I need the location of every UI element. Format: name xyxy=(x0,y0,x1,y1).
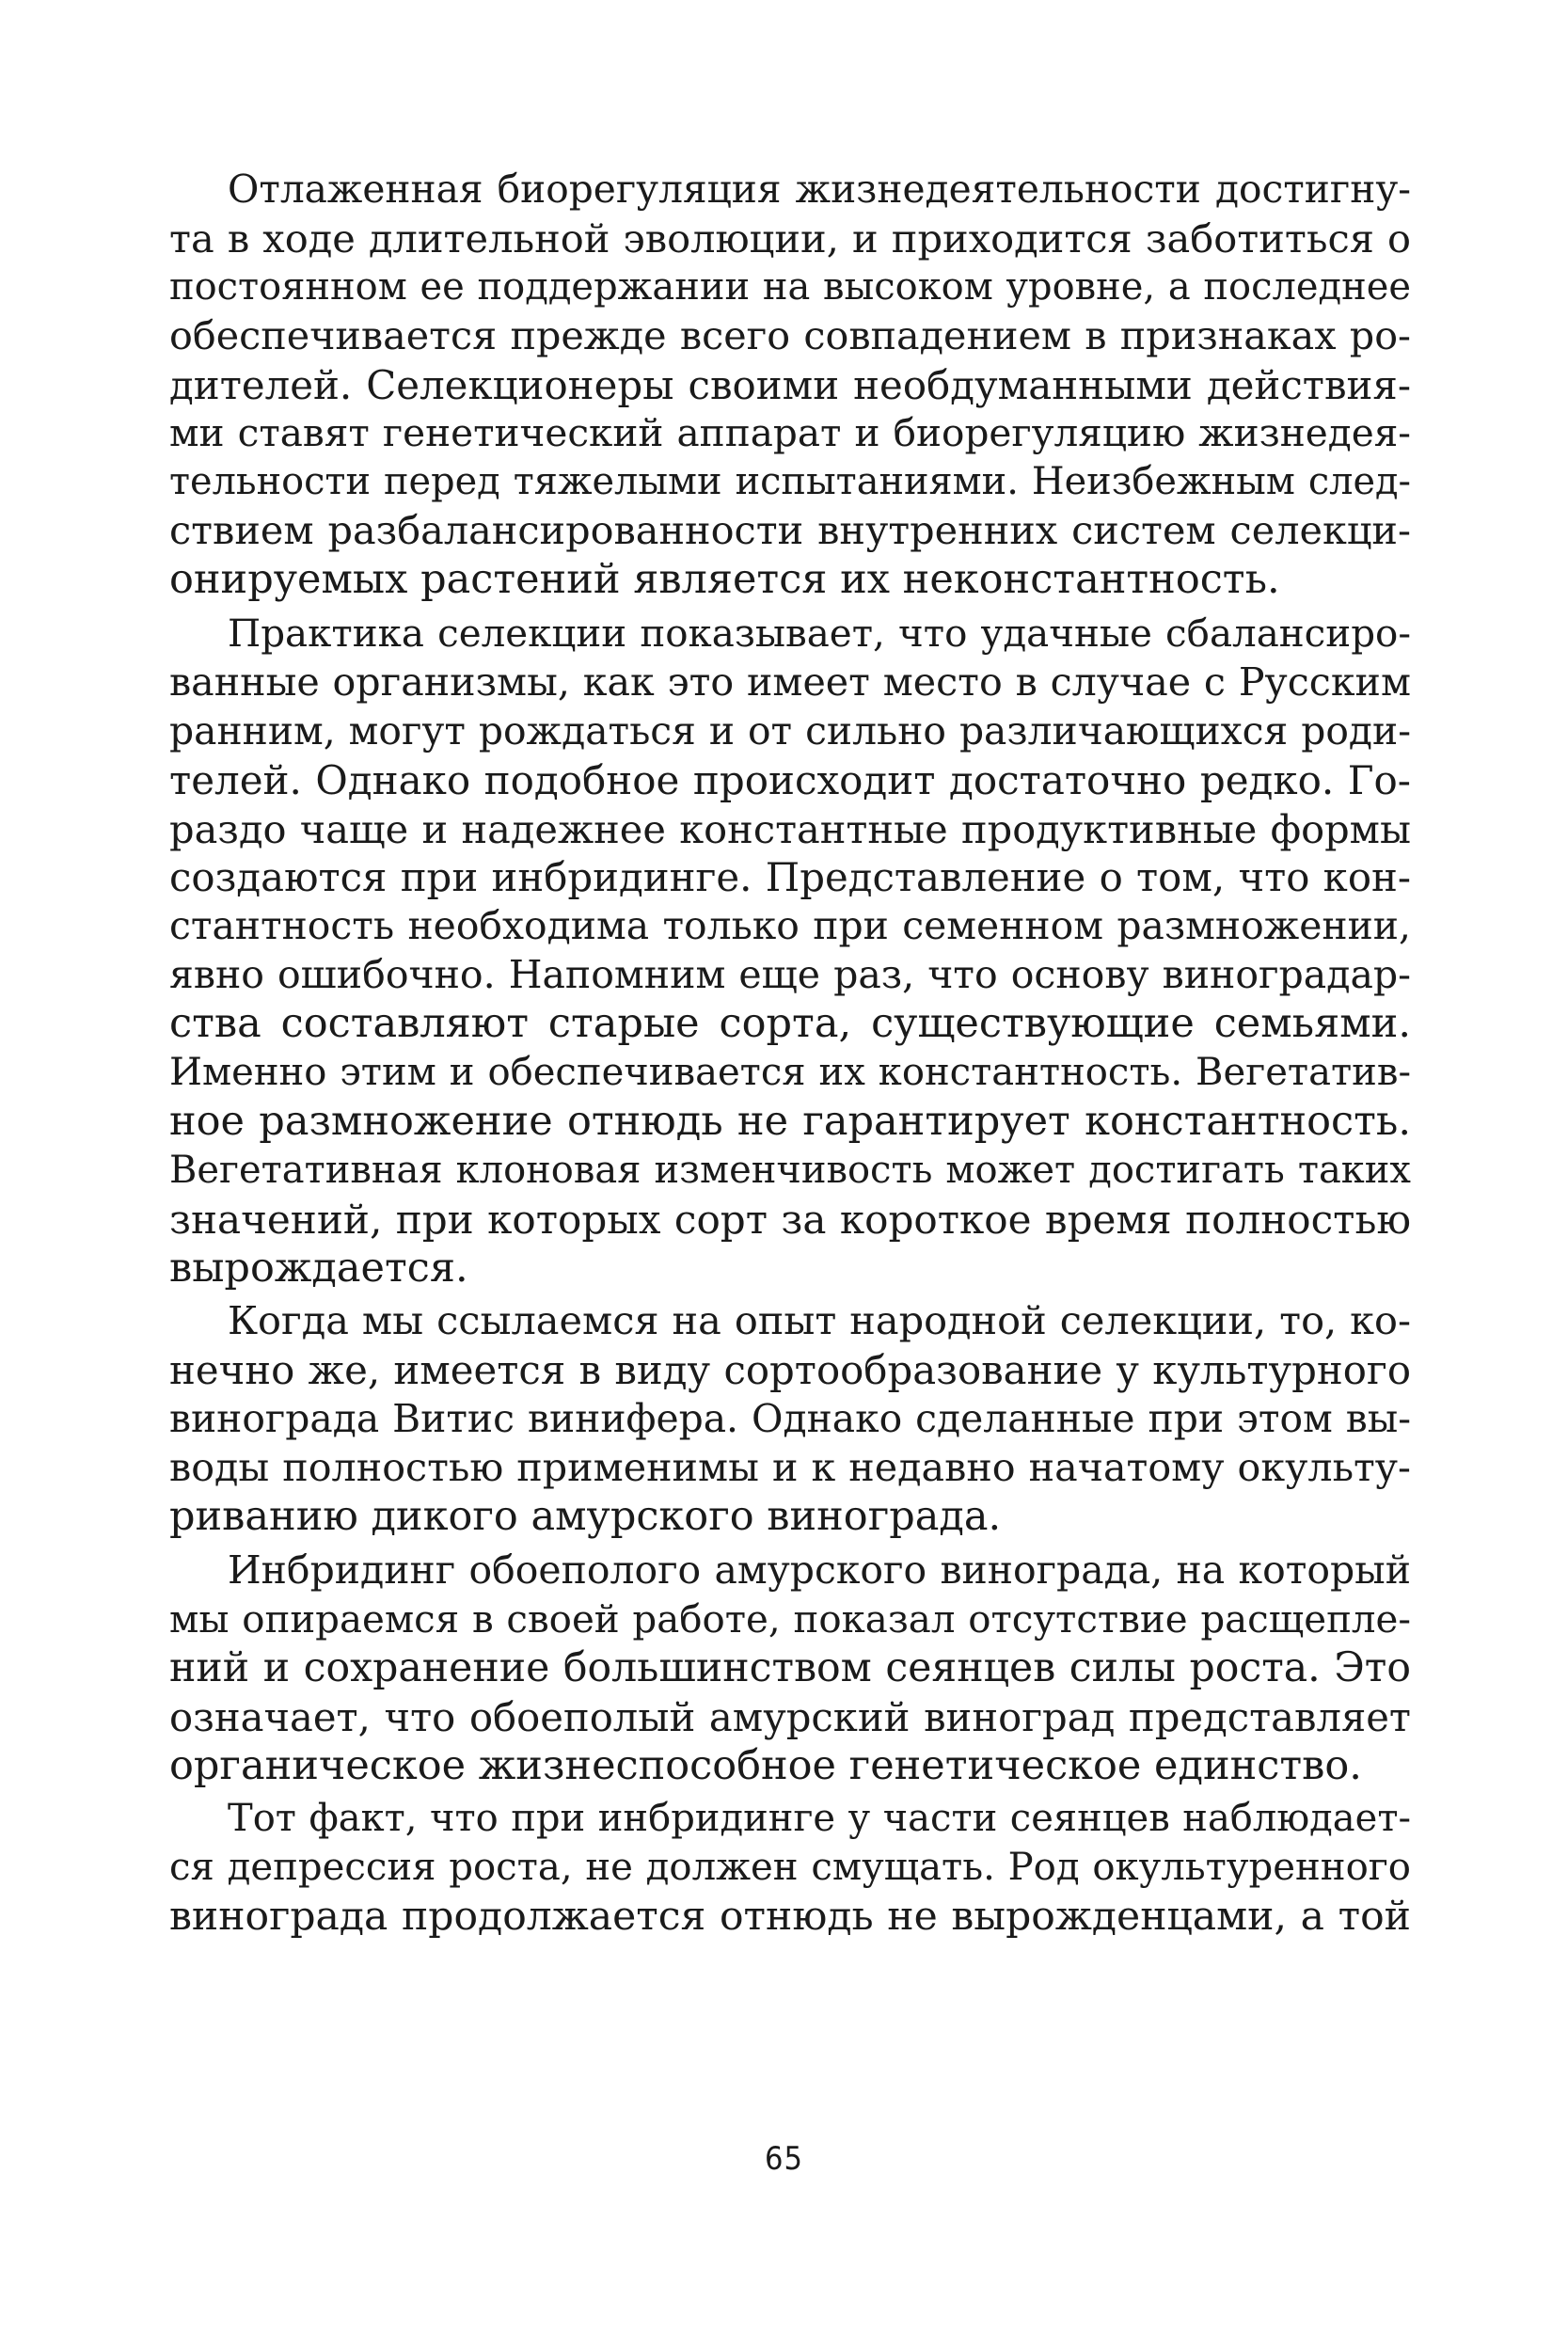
text-line: воды полностью применимы и к недавно начатому окульту- xyxy=(169,1445,1411,1491)
text-line: означает, что обоеполый амурский виноград представляет xyxy=(169,1693,1411,1740)
text-line: создаются при инбридинге. Представление о том, что кон- xyxy=(169,854,1411,901)
page-number: 65 xyxy=(765,2140,803,2178)
text-line: нечно же, имеется в виду сортообразование у культурного xyxy=(169,1347,1411,1394)
text-line: винограда продолжается отнюдь не вырожденцами, а той xyxy=(169,1894,1411,1941)
text-line: онируемых растений является их неконстантность. xyxy=(169,556,1280,604)
text-line: Тот факт, что при инбридинге у части сеянцев наблюдает- xyxy=(228,1797,1411,1841)
paragraph-5 xyxy=(169,1795,1411,1942)
text-line: Практика селекции показывает, что удачные сбалансиро- xyxy=(228,611,1411,657)
text-line: вырождается. xyxy=(169,1244,468,1292)
text-line: значений, при которых сорт за короткое время полностью xyxy=(169,1196,1411,1243)
paragraph-3 xyxy=(169,1297,1411,1541)
text-line: ся депрессия роста, не должен смущать. Род окультуренного xyxy=(169,1846,1411,1890)
text-line: та в ходе длительной эволюции, и приходится заботиться о xyxy=(169,214,1411,262)
text-line: явно ошибочно. Напомним еще раз, что основу виноградар- xyxy=(169,952,1411,998)
text-line: тельности перед тяжелыми испытаниями. Неизбежным след- xyxy=(169,460,1411,504)
text-line: постоянном ее поддержании на высоком уровне, а последнее xyxy=(169,264,1411,309)
paragraph-1 xyxy=(169,166,1411,605)
text-line: мы опираемся в своей работе, показал отсутствие расщепле- xyxy=(169,1596,1411,1642)
text-line: ми ставят генетический аппарат и биорегуляцию жизнедея- xyxy=(169,410,1411,456)
text-line: ное размножение отнюдь не гарантирует константность. xyxy=(169,1097,1411,1145)
text-line: Инбридинг обоеполого амурского винограда, на который xyxy=(228,1547,1411,1593)
text-line: ранним, могут рождаться и от сильно различающихся роди- xyxy=(169,707,1411,754)
text-line: ствием разбалансированности внутренних систем селекци- xyxy=(169,508,1411,554)
text-line: Вегетативная клоновая изменчивость может достигать таких xyxy=(169,1148,1411,1192)
text-line: стантность необходима только при семенном размножении, xyxy=(169,903,1411,949)
text-line: раздо чаще и надежнее константные продуктивные формы xyxy=(169,805,1411,852)
text-line: органическое жизнеспособное генетическое единство. xyxy=(169,1741,1362,1789)
text-line: телей. Однако подобное происходит достаточно редко. Го- xyxy=(169,756,1411,803)
text-line: Отлаженная биорегуляция жизнедеятельности достигну- xyxy=(228,167,1411,212)
text-line: ний и сохранение большинством сеянцев силы роста. Это xyxy=(169,1643,1411,1691)
text-line: обеспечивается прежде всего совпадением в признаках ро- xyxy=(169,312,1411,358)
paragraph-2 xyxy=(169,610,1411,1293)
text-line: риванию дикого амурского винограда. xyxy=(169,1493,1002,1541)
text-line: ванные организмы, как это имеет место в случае с Русским xyxy=(169,658,1411,705)
text-line: Когда мы ссылаемся на опыт народной селекции, то, ко- xyxy=(228,1298,1411,1344)
text-line: винограда Витис винифера. Однако сделанные при этом вы- xyxy=(169,1396,1411,1442)
text-line: ства составляют старые сорта, существующие семьями. xyxy=(169,1000,1411,1048)
text-line: дителей. Селекционеры своими необдуманными действия- xyxy=(169,361,1411,408)
paragraph-4 xyxy=(169,1547,1411,1790)
page-body xyxy=(169,166,1411,1946)
text-line: Именно этим и обеспечивается их константность. Вегетатив- xyxy=(169,1051,1411,1095)
